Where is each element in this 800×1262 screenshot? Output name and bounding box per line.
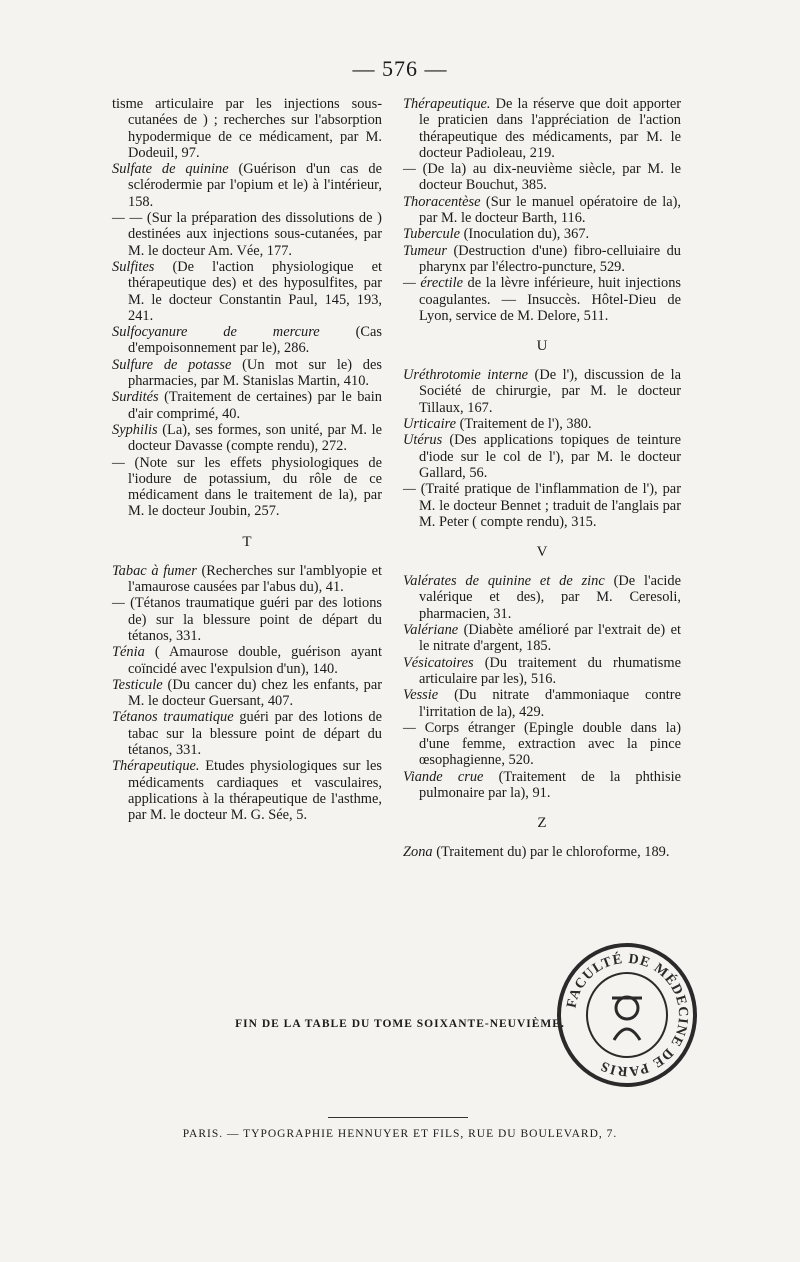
entry-text: (Du traitement du rhumatisme articulaire par les), 516. bbox=[419, 654, 681, 687]
entry-term: Tétanos traumatique bbox=[112, 709, 234, 726]
entry-term: Utérus bbox=[403, 432, 443, 449]
entry-term: Thérapeutique. bbox=[403, 96, 491, 112]
stamp-emblem-icon bbox=[612, 997, 642, 1040]
index-entry bbox=[112, 161, 382, 210]
section-letter-v: V bbox=[536, 544, 548, 561]
index-entry bbox=[403, 687, 681, 720]
entry-term: Sulfites bbox=[112, 258, 155, 275]
index-entry bbox=[112, 709, 382, 758]
entry-text: (De l'acide valérique et des), par M. Ceresoli, pharmacien, 31. bbox=[419, 573, 681, 622]
right-column bbox=[403, 96, 681, 861]
entry-term: Thoracentèse bbox=[403, 193, 481, 210]
index-entry bbox=[403, 96, 681, 161]
index-entry bbox=[403, 367, 681, 416]
entry-term: Valériane bbox=[403, 622, 459, 639]
entry-term: Sulfate de quinine bbox=[112, 161, 229, 178]
entry-text: (Cas d'empoisonnement par le), 286. bbox=[128, 324, 382, 357]
entry-term: Surdités bbox=[112, 389, 159, 406]
entry-text: (La), ses formes, son unité, par M. le docteur Davasse (compte rendu), 272. bbox=[128, 421, 382, 455]
entries-t bbox=[112, 563, 382, 824]
entries-z bbox=[403, 844, 681, 860]
index-entry bbox=[403, 844, 681, 860]
index-entry bbox=[112, 259, 382, 324]
index-entry bbox=[112, 210, 382, 259]
index-entry bbox=[403, 226, 681, 242]
page-number: — 576 — bbox=[352, 56, 448, 81]
entries-v bbox=[403, 573, 681, 801]
entry-text: (Destruction d'une) fibro-celluiaire du pharynx par l'électro-puncture, 529. bbox=[419, 242, 681, 275]
index-entry bbox=[403, 573, 681, 622]
entry-term: — bbox=[403, 161, 416, 178]
index-entry bbox=[112, 96, 382, 161]
index-entry bbox=[112, 455, 382, 520]
entry-term: — — bbox=[112, 210, 143, 227]
index-entry bbox=[112, 324, 382, 357]
index-entry bbox=[112, 677, 382, 710]
index-entry bbox=[403, 432, 681, 481]
entry-term: Valérates de quinine et de zinc bbox=[403, 573, 605, 590]
entry-text: ( Amaurose double, guérison ayant coïncidé avec l'expulsion d'un), 140. bbox=[128, 644, 382, 677]
entry-term: Vésicatoires bbox=[403, 654, 474, 671]
index-entry bbox=[112, 595, 382, 644]
index-entry bbox=[403, 481, 681, 530]
index-entry bbox=[403, 720, 681, 769]
entry-term: — bbox=[403, 719, 416, 736]
index-entry bbox=[403, 194, 681, 227]
entry-text: (Un mot sur le) des pharmacies, par M. Stanislas Martin, 410. bbox=[128, 356, 382, 390]
index-entry bbox=[403, 161, 681, 194]
section-letter-z: Z bbox=[537, 815, 547, 832]
entry-term: Tubercule bbox=[403, 226, 461, 243]
entry-text: (De l'), discussion de la Société de chirurgie, par M. le docteur Tillaux, 167. bbox=[419, 367, 681, 416]
entry-term: — bbox=[403, 481, 416, 498]
index-entry bbox=[112, 422, 382, 455]
entry-text: (Sur la préparation des dissolutions de ) destinées aux injections sous-cutanées, par M. le docteur Am. Vée, 177. bbox=[128, 210, 382, 259]
entry-term: Vessie bbox=[403, 687, 439, 704]
entry-text: (Des applications topiques de teinture d'iode sur le col de l'), par M. le docteur Gallard, 56. bbox=[419, 432, 681, 481]
entry-text: Etudes physiologiques sur les médicaments cardiaques et vasculaires, applications à la thérapeutique de l'asthme, par M. le docteur M. G. Sée, 5. bbox=[128, 758, 382, 824]
index-entry bbox=[112, 758, 382, 823]
entry-text: tisme articulaire par les injections sous-cutanées de ) ; recherches sur l'absorption hypodermique de ce médicament, par M. Dodeuil, 97. bbox=[112, 96, 382, 161]
entry-text: (Inoculation du), 367. bbox=[460, 226, 590, 243]
entry-text: (Sur le manuel opératoire de la), par M. le docteur Barth, 116. bbox=[419, 193, 681, 227]
printer-imprint: PARIS. — TYPOGRAPHIE HENNUYER ET FILS, RUE DU BOULEVARD, 7. bbox=[182, 1128, 618, 1140]
stamp-text: FACULTÉ DE MÉDECINE DE PARIS bbox=[564, 951, 691, 1079]
index-entry bbox=[403, 416, 681, 432]
entry-term: — bbox=[112, 595, 125, 612]
entry-text: (Traitement de certaines) par le bain d'air comprimé, 40. bbox=[128, 389, 382, 422]
entry-text: (Traitement de la phthisie pulmonaire par la), 91. bbox=[419, 768, 681, 801]
entry-text: (Traitement de l'), 380. bbox=[456, 416, 592, 433]
end-of-table-note: FIN DE LA TABLE DU TOME SOIXANTE-NEUVIÈME. bbox=[235, 1018, 565, 1030]
entry-text: (De la) au dix-neuvième siècle, par M. le docteur Bouchut, 385. bbox=[415, 161, 681, 194]
index-entry bbox=[112, 389, 382, 422]
index-entry bbox=[403, 275, 681, 324]
entry-text: (De l'action physiologique et thérapeutique des) et des hyposulfites, par M. le docteur Constantin Paul, 145, 193, 241. bbox=[128, 258, 382, 324]
stamp-inner-ring bbox=[587, 973, 667, 1057]
index-entry bbox=[403, 243, 681, 276]
index-entry bbox=[112, 563, 382, 596]
entry-term: Zona bbox=[403, 844, 433, 861]
entry-term: Thérapeutique. bbox=[112, 758, 200, 775]
index-entry bbox=[403, 655, 681, 688]
entry-term: Uréthrotomie interne bbox=[403, 367, 529, 384]
entry-text: De la réserve que doit apporter le praticien dans l'appréciation de l'action thérapeutique des médicaments, par M. le docteur Padioleau, 219. bbox=[419, 96, 681, 161]
entry-text: de la lèvre inférieure, huit injections coagulantes. — Insuccès. Hôtel-Dieu de Lyon, service de M. Delore, 511. bbox=[419, 275, 681, 324]
entries-s-continued bbox=[112, 96, 382, 520]
index-entry bbox=[112, 644, 382, 677]
entry-term: — érectile bbox=[403, 275, 463, 292]
entries-t-continued bbox=[403, 96, 681, 324]
index-entry bbox=[403, 622, 681, 655]
entry-term: Viande crue bbox=[403, 768, 484, 785]
library-stamp bbox=[552, 940, 702, 1090]
index-entry bbox=[112, 357, 382, 390]
entry-term: — bbox=[112, 454, 125, 471]
entry-term: Tumeur bbox=[403, 242, 447, 259]
entry-text: (Tétanos traumatique guéri par des lotions de) sur la blessure point de départ du tétanos, 331. bbox=[124, 595, 382, 644]
section-letter-u: U bbox=[536, 338, 548, 355]
section-letter-t: T bbox=[242, 533, 252, 550]
entry-text: (Note sur les effets physiologiques de l'iodure de potassium, du rôle de ce médicament dans le traitement de la), par M. le docteur Joubin, 257. bbox=[124, 454, 382, 520]
left-column bbox=[112, 96, 382, 823]
entry-term: Syphilis bbox=[112, 421, 158, 438]
entry-text: (Du cancer du) chez les enfants, par M. le docteur Guersant, 407. bbox=[128, 676, 382, 710]
entry-text: Corps étranger (Epingle double dans la) d'une femme, extraction avec la pince œsophagienne, 520. bbox=[415, 719, 681, 769]
entry-term: Tabac à fumer bbox=[112, 562, 197, 579]
footer-rule bbox=[328, 1117, 468, 1118]
entry-text: (Diabète amélioré par l'extrait de) et le nitrate d'argent, 185. bbox=[419, 622, 681, 655]
entry-text: (Guérison d'un cas de sclérodermie par l'opium et le) à l'intérieur, 158. bbox=[128, 161, 382, 210]
entry-term: Ténia bbox=[112, 644, 145, 661]
entry-text: guéri par des lotions de tabac sur la blessure point de départ du tétanos, 331. bbox=[128, 709, 382, 758]
entry-text: (Du nitrate d'ammoniaque contre l'irritation de la), 429. bbox=[419, 687, 681, 720]
entry-term: Sulfure de potasse bbox=[112, 356, 232, 373]
entries-u bbox=[403, 367, 681, 530]
entry-term: Testicule bbox=[112, 676, 163, 693]
entry-term: Sulfocyanure de mercure bbox=[112, 324, 320, 341]
entry-text: (Recherches sur l'amblyopie et l'amaurose causées par l'abus du), 41. bbox=[128, 562, 382, 596]
entry-term: Urticaire bbox=[403, 416, 457, 433]
entry-text: (Traité pratique de l'inflammation de l'), par M. le docteur Bennet ; traduit de l'anglais par M. Peter ( compte rendu), 315. bbox=[415, 481, 681, 530]
index-entry bbox=[403, 769, 681, 802]
entry-text: (Traitement du) par le chloroforme, 189. bbox=[432, 844, 670, 861]
